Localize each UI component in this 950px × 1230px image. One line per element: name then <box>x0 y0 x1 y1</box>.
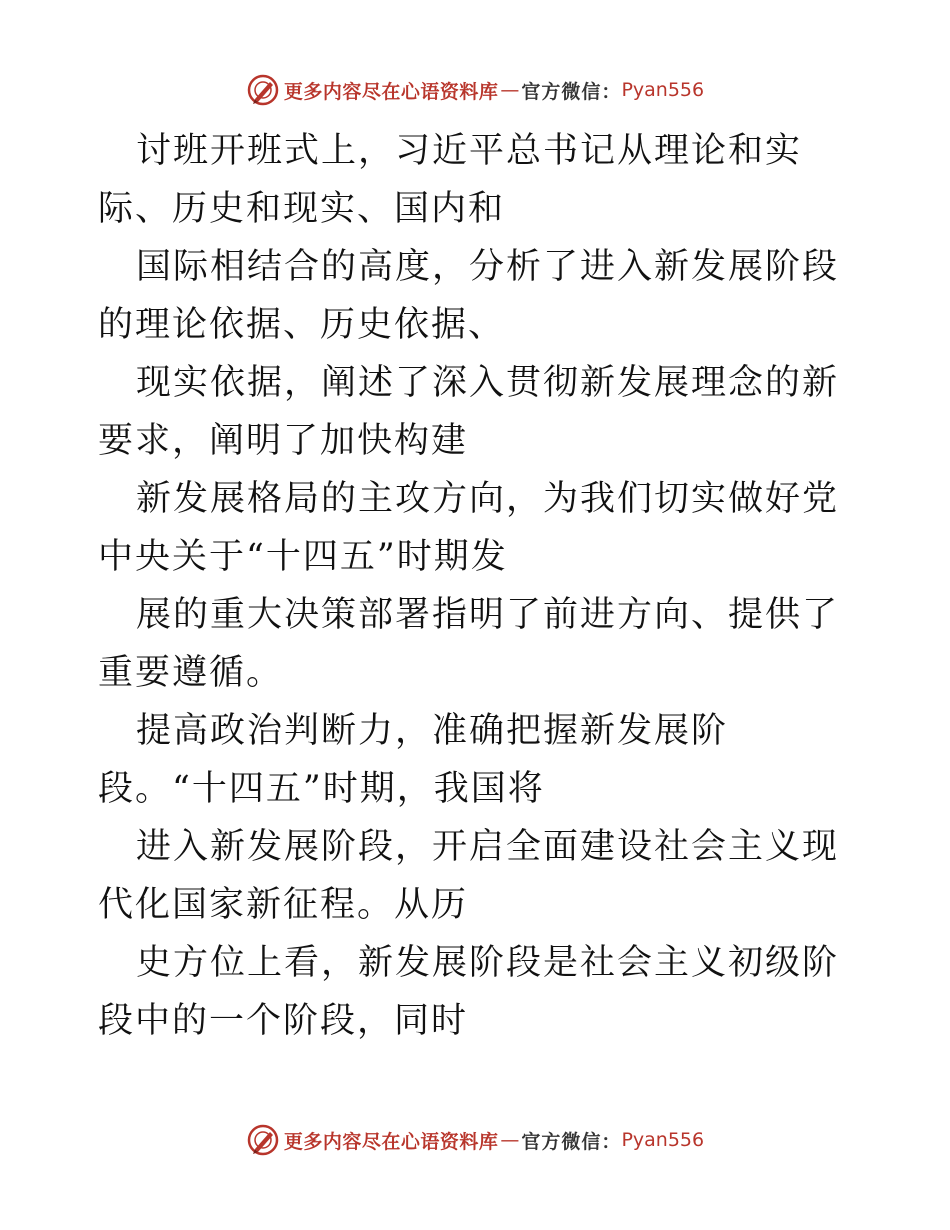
banner-dash: — <box>500 1129 520 1151</box>
banner-dash: — <box>500 79 520 101</box>
paragraph-3: 现实依据，阐述了深入贯彻新发展理念的新要求，阐明了加快构建 <box>98 363 840 461</box>
banner-title: 更多内容尽在心语资料库 <box>283 1130 499 1153</box>
banner-wechat-label: 官方微信： <box>521 1130 622 1153</box>
pen-logo-icon <box>246 1123 280 1157</box>
header-banner <box>0 70 950 110</box>
pen-logo-icon <box>246 73 280 107</box>
footer-banner <box>0 1120 950 1160</box>
paragraph-2: 国际相结合的高度，分析了进入新发展阶段的理论依据、历史依据、 <box>98 247 840 345</box>
banner-wechat-id: Pyan556 <box>621 79 705 101</box>
paragraph-5: 展的重大决策部署指明了前进方向、提供了重要遵循。 <box>98 595 840 693</box>
banner-title: 更多内容尽在心语资料库 <box>283 80 499 103</box>
paragraph-7: 进入新发展阶段，开启全面建设社会主义现代化国家新征程。从历 <box>98 827 840 925</box>
paragraph-8: 史方位上看，新发展阶段是社会主义初级阶段中的一个阶段，同时 <box>98 943 840 1041</box>
paragraph-6: 提高政治判断力，准确把握新发展阶段。“十四五”时期，我国将 <box>98 711 729 809</box>
document-body <box>98 122 858 1050</box>
paragraph-1: 讨班开班式上，习近平总书记从理论和实际、历史和现实、国内和 <box>98 131 803 229</box>
banner-wechat-id: Pyan556 <box>621 1129 705 1151</box>
paragraph-4: 新发展格局的主攻方向，为我们切实做好党中央关于“十四五”时期发 <box>98 479 840 577</box>
banner-wechat-label: 官方微信： <box>521 80 622 103</box>
